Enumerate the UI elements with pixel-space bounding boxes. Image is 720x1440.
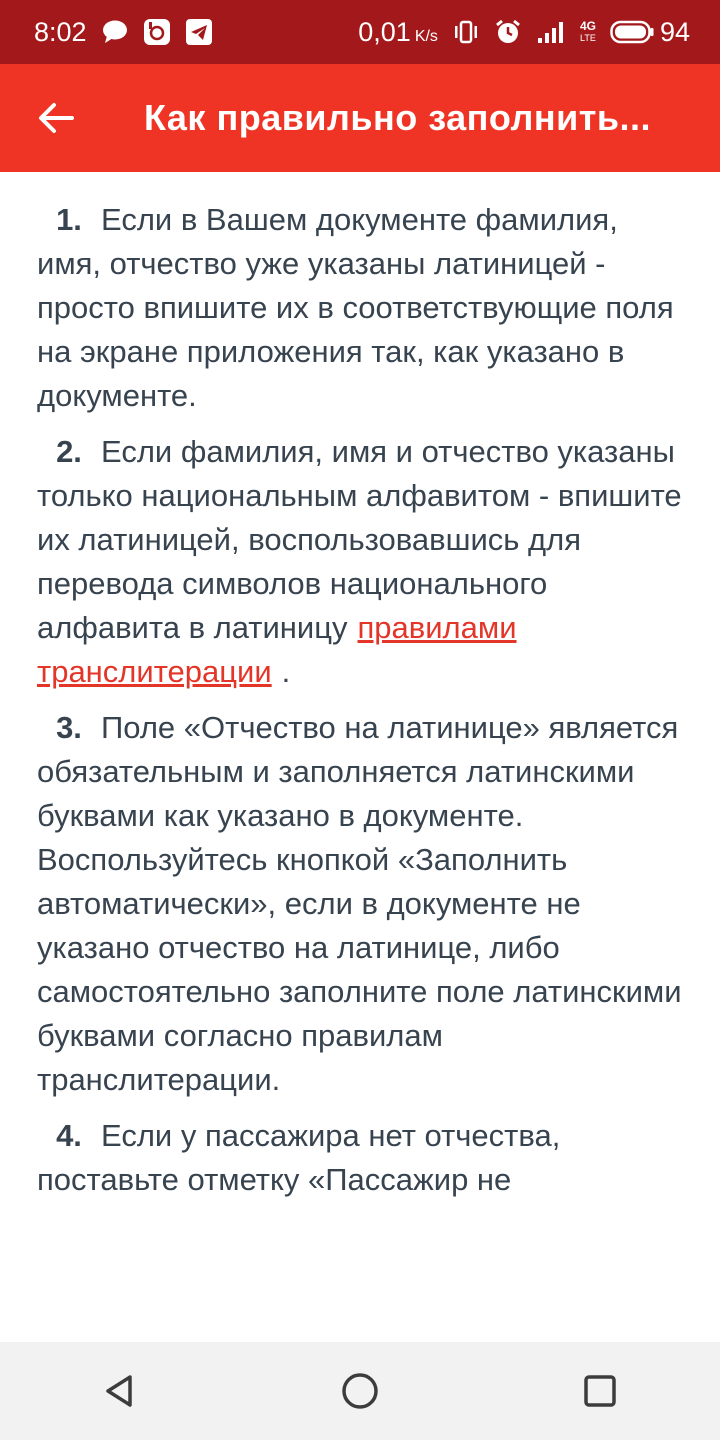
transliteration-rules-link[interactable]: правилами транслитерации: [37, 610, 517, 689]
instructions-content[interactable]: [0, 172, 720, 1342]
back-triangle-icon: [102, 1373, 138, 1409]
net-speed-unit: K/s: [414, 27, 438, 45]
net-speed: [358, 17, 438, 48]
vibrate-icon: [452, 19, 480, 45]
item-number: 4.: [56, 1118, 82, 1153]
nav-home-button[interactable]: [320, 1351, 400, 1431]
network-type-label: 4G: [579, 19, 596, 33]
battery: [610, 17, 690, 48]
list-item: [37, 706, 690, 1102]
item-number: 1.: [56, 202, 82, 237]
home-circle-icon: [340, 1371, 380, 1411]
system-nav-bar: [0, 1342, 720, 1440]
list-item: [37, 198, 690, 418]
battery-icon: [610, 20, 654, 44]
item-number: 2.: [56, 434, 82, 469]
telegram-icon: [185, 18, 213, 46]
net-speed-value: 0,01: [358, 16, 411, 47]
chat-icon: [101, 19, 129, 45]
nav-recents-button[interactable]: [560, 1351, 640, 1431]
page-title: Как правильно заполнить...: [144, 97, 651, 138]
app-bar: [0, 64, 720, 172]
back-button[interactable]: [24, 86, 88, 150]
status-bar: [0, 0, 720, 64]
item-number: 3.: [56, 710, 82, 745]
item-text: Если у пассажира нет отчества, поставьте отметку «Пассажир не: [37, 1118, 561, 1197]
list-item: [37, 1114, 690, 1202]
item-text: Если в Вашем документе фамилия, имя, отчество уже указаны латиницей - просто впишите их в соответствующие поля на экране приложения так, как указано в документе.: [37, 202, 674, 413]
list-item: [37, 430, 690, 694]
status-time: 8:02: [34, 16, 87, 47]
item-text: Поле «Отчество на латинице» является обязательным и заполняется латинскими буквами как указано в документе. Воспользуйтесь кнопкой «Заполнить автоматически», если в документе не указано отчество на латинице, либо самостоятельно заполните поле латинскими буквами согласно правилам транслитерации.: [37, 710, 682, 1097]
nav-back-button[interactable]: [80, 1351, 160, 1431]
item-text-end: .: [281, 654, 291, 689]
vk-icon: [143, 18, 171, 46]
recents-square-icon: [582, 1373, 618, 1409]
network-sub-label: LTE: [580, 33, 596, 43]
arrow-left-icon: [36, 100, 76, 136]
item-text: Если фамилия, имя и отчество указаны только национальным алфавитом - впишите их латиницей, воспользовавшись для перевода символов национального алфавита в латиницу: [37, 434, 682, 645]
network-type: [580, 20, 596, 44]
battery-level: 94: [659, 16, 690, 47]
alarm-icon: [494, 18, 522, 46]
signal-icon: [536, 19, 566, 45]
